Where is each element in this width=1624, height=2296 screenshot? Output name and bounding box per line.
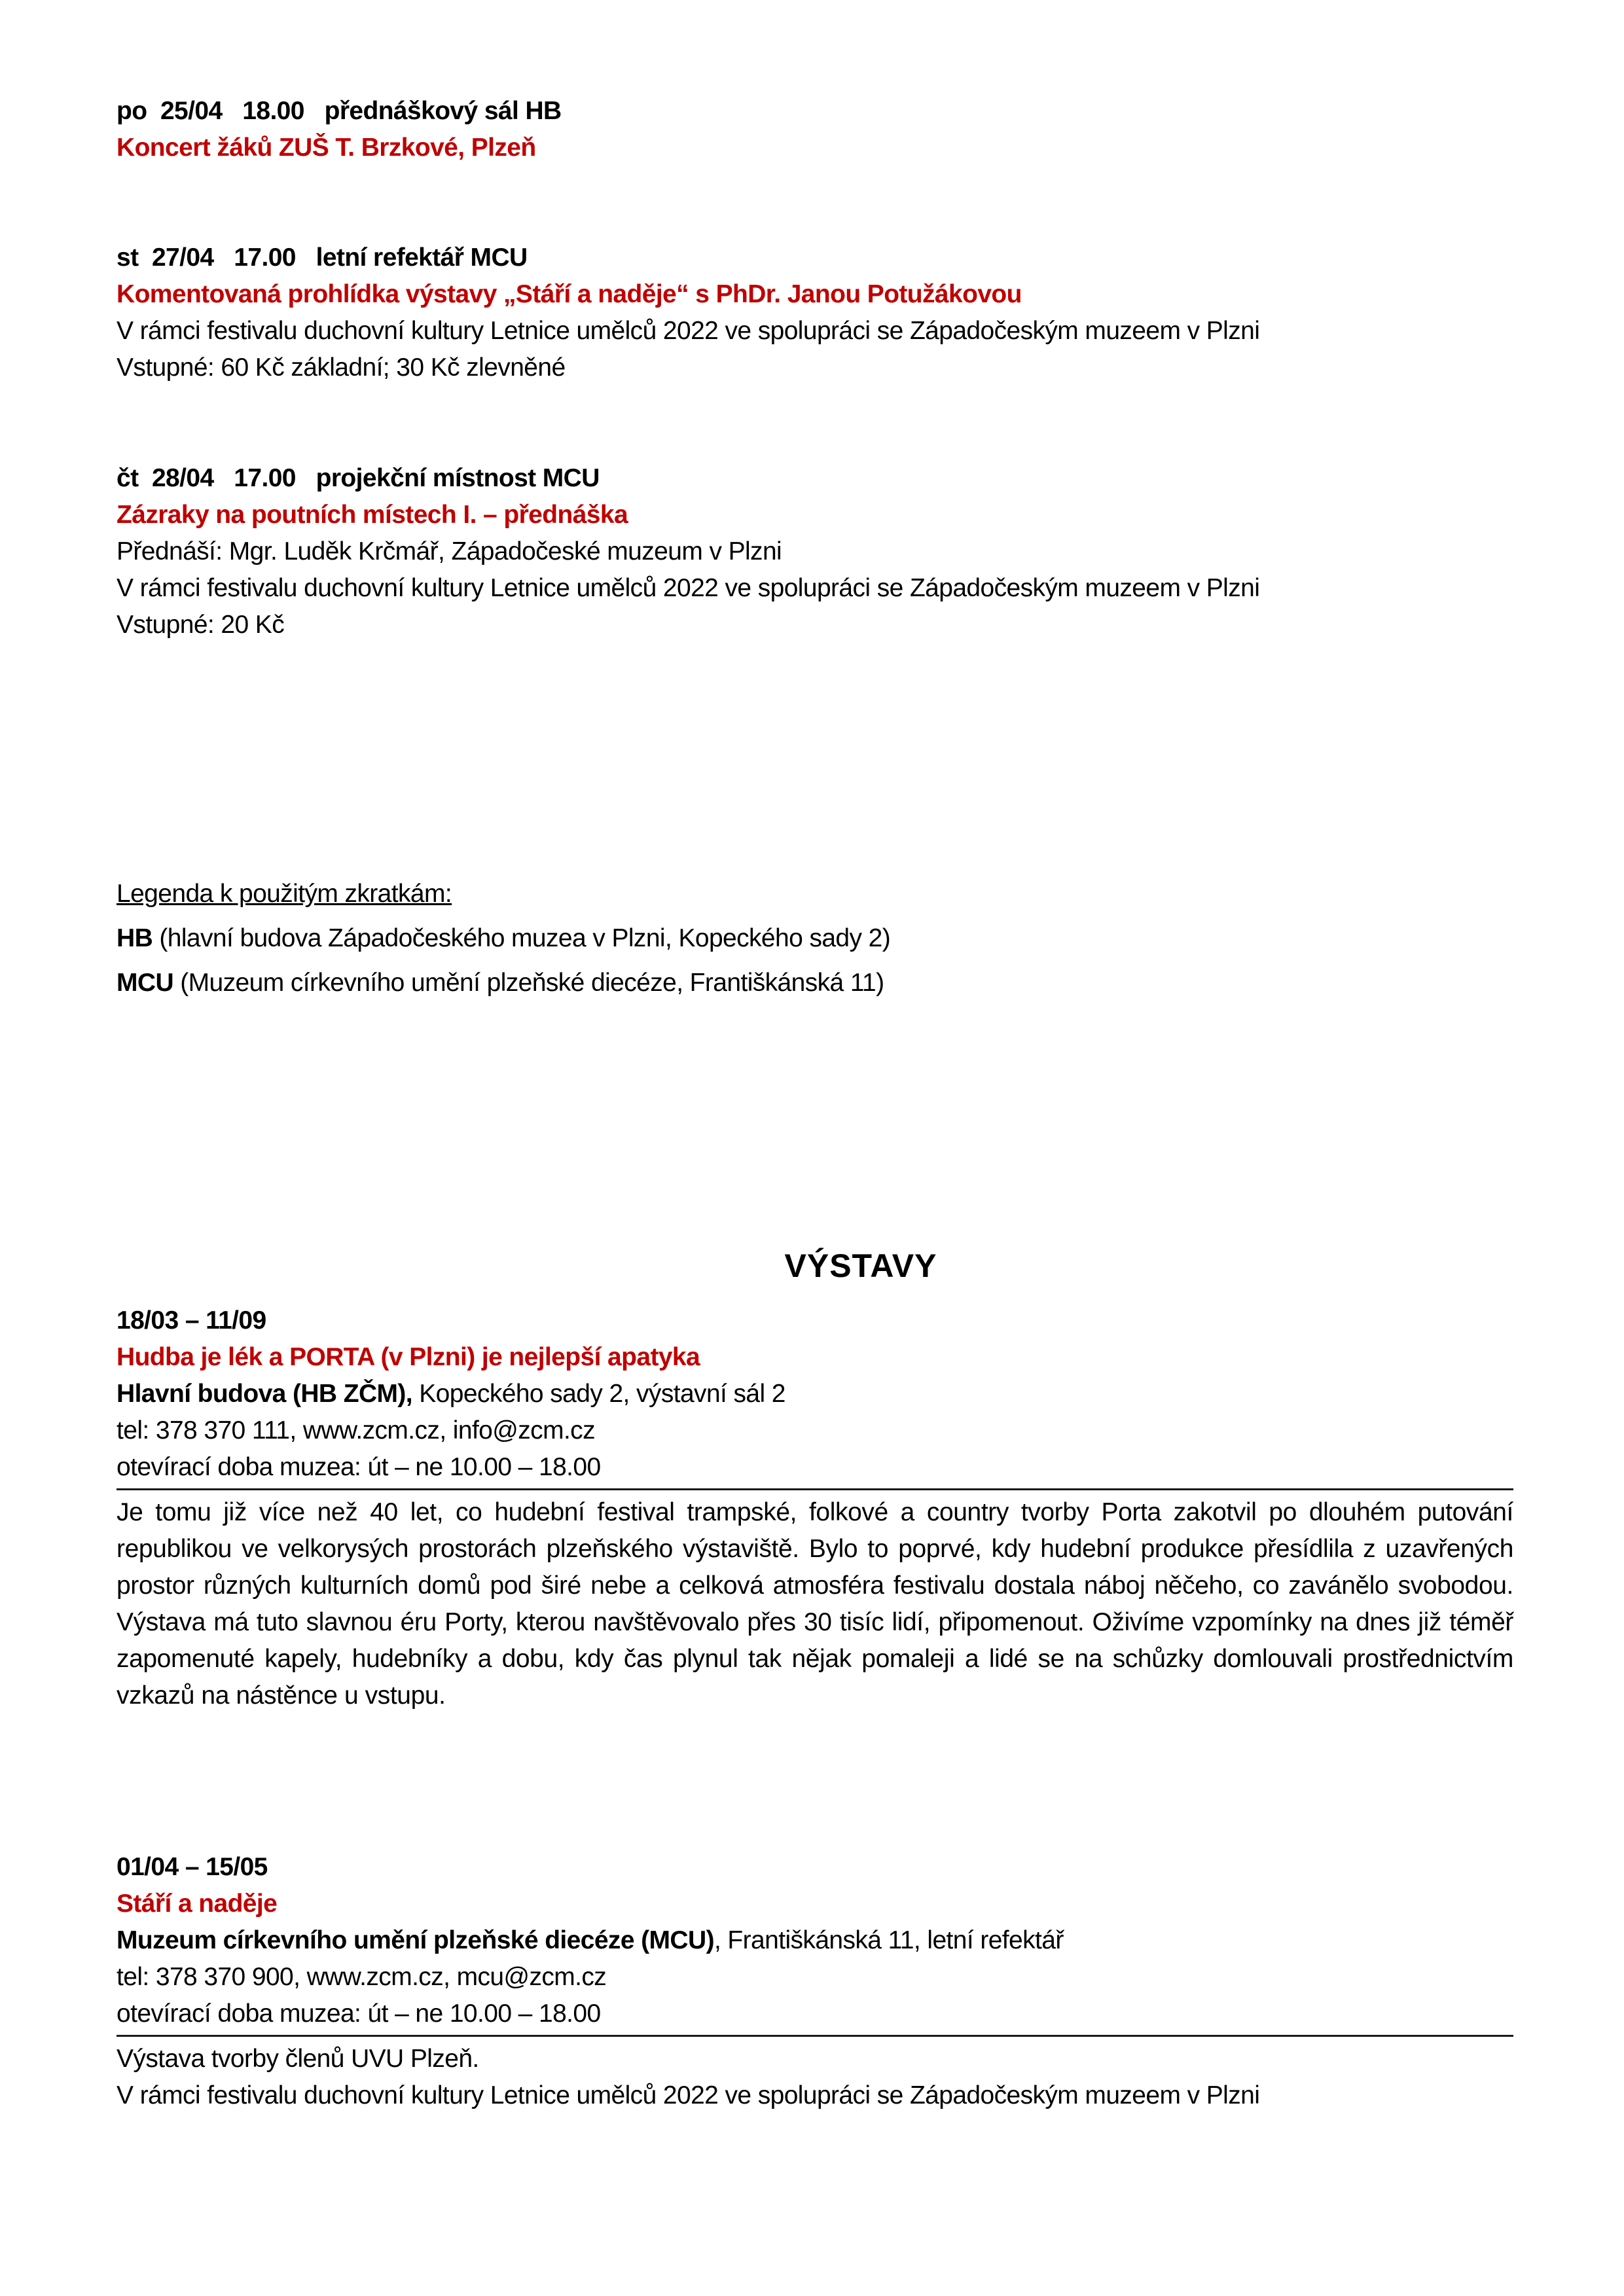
exhibition-contact: tel: 378 370 900, www.zcm.cz, mcu@zcm.cz xyxy=(117,1963,607,1991)
event-place: přednáškový sál HB xyxy=(324,97,562,125)
event-detail: V rámci festivalu duchovní kultury Letnice umělců 2022 ve spolupráci se Západočeským muzeem v Plzni xyxy=(117,574,1260,602)
event-title: Zázraky na poutních místech I. – přednáška xyxy=(117,501,628,529)
exhibition-hours: otevírací doba muzea: út – ne 10.00 – 18.00 xyxy=(117,1453,601,1481)
event-header xyxy=(117,240,1259,276)
exhibition-description: Je tomu již více než 40 let, co hudební festival trampské, folkové a country tvorby Porta zakotvil po dlouhém putování republikou ve velkorysých prostorách plzeňského výstaviště. Bylo to poprvé, kdy hudební produkce přesídlila z uzavřených prostor různých kulturních domů pod širé nebe a celková atmosféra festivalu dostala náboj něčeho, co zavánělo svobodou. Výstava má tuto slavnou éru Porty, kterou navštěvovalo přes 30 tisíc lidí, připomenout. Oživíme vzpomínky na dnes již téměř zapomenuté kapely, hudebníky a dobu, kdy čas plynul tak nějak pomaleji a lidé se na schůzky domlouvali prostřednictvím vzkazů na nástěnce u vstupu. xyxy=(117,1498,1513,1710)
legend-abbr: MCU xyxy=(117,969,174,997)
exhibition-title: Hudba je lék a PORTA (v Plzni) je nejlepší apatyka xyxy=(117,1343,700,1371)
divider xyxy=(117,2035,1513,2037)
exhibition-item xyxy=(117,1302,1513,1714)
event-item xyxy=(117,240,1259,386)
exhibition-contact: tel: 378 370 111, www.zcm.cz, info@zcm.cz xyxy=(117,1416,595,1444)
event-date: 27/04 xyxy=(151,243,214,272)
event-day: po xyxy=(117,97,147,125)
exhibition-item xyxy=(117,1849,1513,2114)
event-detail: Vstupné: 60 Kč základní; 30 Kč zlevněné xyxy=(117,353,566,382)
event-detail: Přednáší: Mgr. Luděk Krčmář, Západočeské muzeum v Plzni xyxy=(117,537,782,565)
event-time: 18.00 xyxy=(242,97,304,125)
exhibition-venue xyxy=(117,1922,1513,1959)
event-time: 17.00 xyxy=(234,243,296,272)
venue-address: , Františkánská 11, letní refektář xyxy=(713,1926,1064,1954)
exhibition-title: Stáří a naděje xyxy=(117,1890,278,1918)
divider xyxy=(117,1488,1513,1490)
event-detail: V rámci festivalu duchovní kultury Letnice umělců 2022 ve spolupráci se Západočeským muzeem v Plzni xyxy=(117,317,1260,345)
legend-abbr: HB xyxy=(117,924,153,952)
event-day: st xyxy=(117,243,139,272)
event-header xyxy=(117,93,562,130)
venue-name: Muzeum církevního umění plzeňské diecéze (MCU) xyxy=(117,1926,714,1954)
event-item xyxy=(117,460,1259,643)
venue-name: Hlavní budova (HB ZČM), xyxy=(117,1380,413,1408)
event-detail: Vstupné: 20 Kč xyxy=(117,611,285,639)
venue-address: Kopeckého sady 2, výstavní sál 2 xyxy=(412,1380,785,1408)
exhibition-description: V rámci festivalu duchovní kultury Letnice umělců 2022 ve spolupráci se Západočeským muzeem v Plzni xyxy=(117,2081,1260,2109)
event-item xyxy=(117,93,562,166)
legend-text: (hlavní budova Západočeského muzea v Plzni, Kopeckého sady 2) xyxy=(153,924,891,952)
exhibition-venue xyxy=(117,1376,1513,1412)
event-header xyxy=(117,460,1259,497)
section-heading-exhibitions: VÝSTAVY xyxy=(784,1247,937,1284)
exhibition-dates: 18/03 – 11/09 xyxy=(117,1306,266,1335)
exhibition-dates: 01/04 – 15/05 xyxy=(117,1853,268,1881)
event-title: Koncert žáků ZUŠ T. Brzkové, Plzeň xyxy=(117,134,536,162)
event-day: čt xyxy=(117,464,139,492)
legend-text: (Muzeum církevního umění plzeňské diecéze, Františkánská 11) xyxy=(173,969,884,997)
legend-item xyxy=(117,916,890,961)
event-place: projekční místnost MCU xyxy=(316,464,600,492)
abbreviation-legend xyxy=(117,872,890,1005)
legend-heading: Legenda k použitým zkratkám: xyxy=(117,880,452,908)
event-date: 28/04 xyxy=(151,464,214,492)
legend-item xyxy=(117,961,890,1005)
event-title: Komentovaná prohlídka výstavy „Stáří a naděje“ s PhDr. Janou Potužákovou xyxy=(117,280,1022,308)
event-place: letní refektář MCU xyxy=(316,243,528,272)
exhibition-hours: otevírací doba muzea: út – ne 10.00 – 18.00 xyxy=(117,2000,601,2028)
exhibition-description: Výstava tvorby členů UVU Plzeň. xyxy=(117,2045,479,2073)
event-time: 17.00 xyxy=(234,464,296,492)
event-date: 25/04 xyxy=(160,97,223,125)
